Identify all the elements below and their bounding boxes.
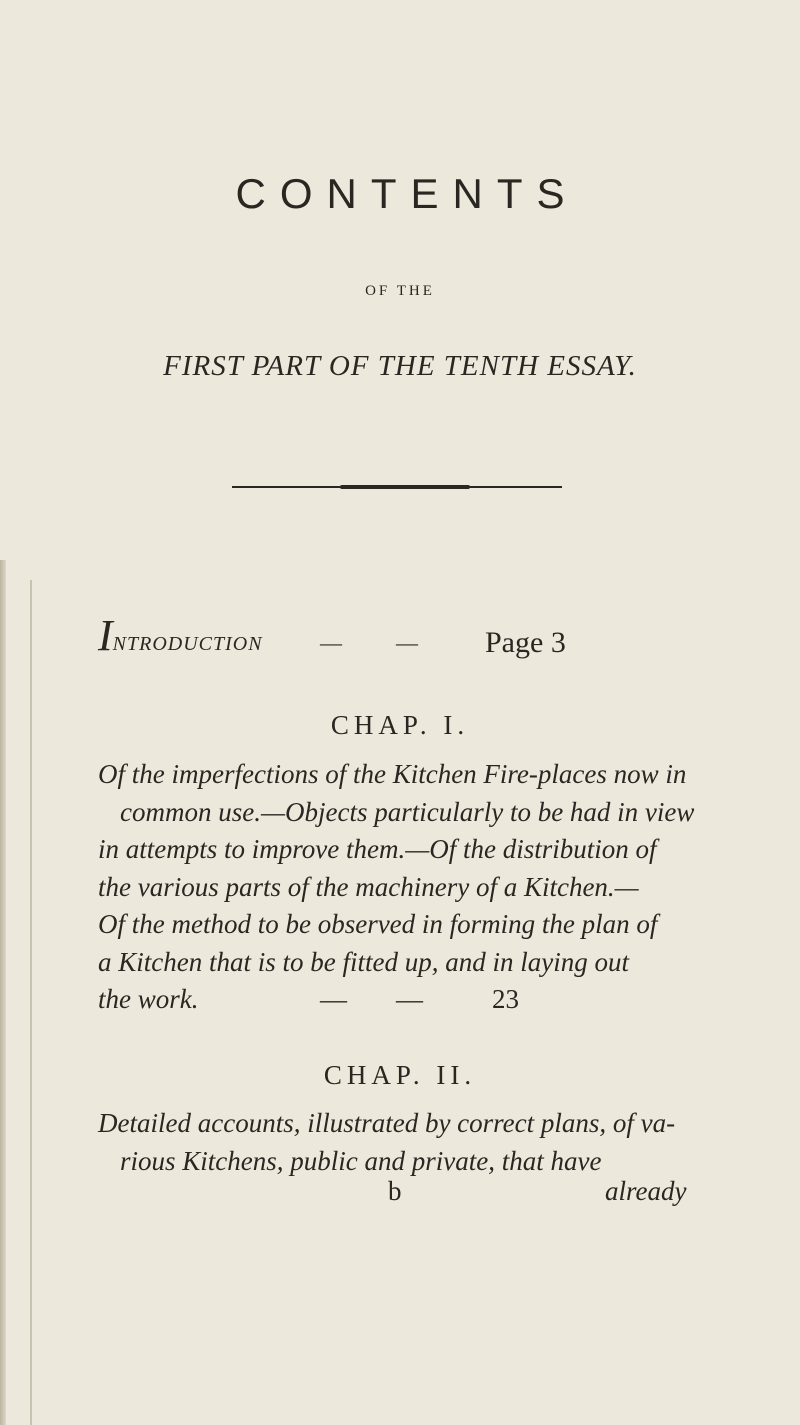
- introduction-label-text: NTRODUCTION: [112, 633, 263, 655]
- leader-dash: —: [396, 984, 423, 1014]
- description-line: rious Kitchens, public and private, that have: [120, 1145, 602, 1176]
- introduction-entry: [98, 611, 698, 670]
- book-spine-shadow: [0, 560, 6, 1425]
- page-title: CONTENTS: [235, 170, 579, 217]
- introduction-label: [98, 610, 263, 661]
- chapter-2-heading: CHAP. II.: [323, 1060, 477, 1090]
- description-line: Of the imperfections of the Kitchen Fire-places now in: [98, 759, 687, 789]
- leader-dash: —: [320, 630, 342, 655]
- page-edge-line: [30, 580, 32, 1425]
- description-line: common use.—Objects particularly to be had in view: [120, 796, 695, 827]
- chapter-1-page-number: 23: [492, 984, 519, 1014]
- description-line: the various parts of the machinery of a Kitchen.—: [98, 871, 639, 902]
- page-subtitle: FIRST PART OF THE TENTH ESSAY.: [163, 350, 637, 382]
- chapter-2-description: [98, 1105, 718, 1180]
- description-line: the work.: [98, 984, 199, 1014]
- description-line: Of the method to be observed in forming the plan of: [98, 909, 658, 939]
- leader-dash: —: [320, 984, 347, 1014]
- chapter-1-description: [98, 756, 718, 1019]
- description-line: Detailed accounts, illustrated by correct plans, of va-: [98, 1108, 676, 1138]
- description-line: in attempts to improve them.—Of the distribution of: [98, 834, 657, 864]
- ornamental-rule-center: [340, 485, 470, 489]
- chapter-1-heading: CHAP. I.: [330, 710, 470, 740]
- drop-cap: I: [98, 611, 113, 660]
- title-connector: OF THE: [365, 283, 435, 299]
- catchword: already: [605, 1176, 687, 1206]
- description-line: a Kitchen that is to be fitted up, and in laying out: [98, 946, 629, 977]
- description-last-line: [98, 981, 718, 1019]
- signature-mark: b: [388, 1176, 402, 1206]
- leader-dash: —: [396, 630, 418, 655]
- introduction-page-number: Page 3: [485, 626, 566, 659]
